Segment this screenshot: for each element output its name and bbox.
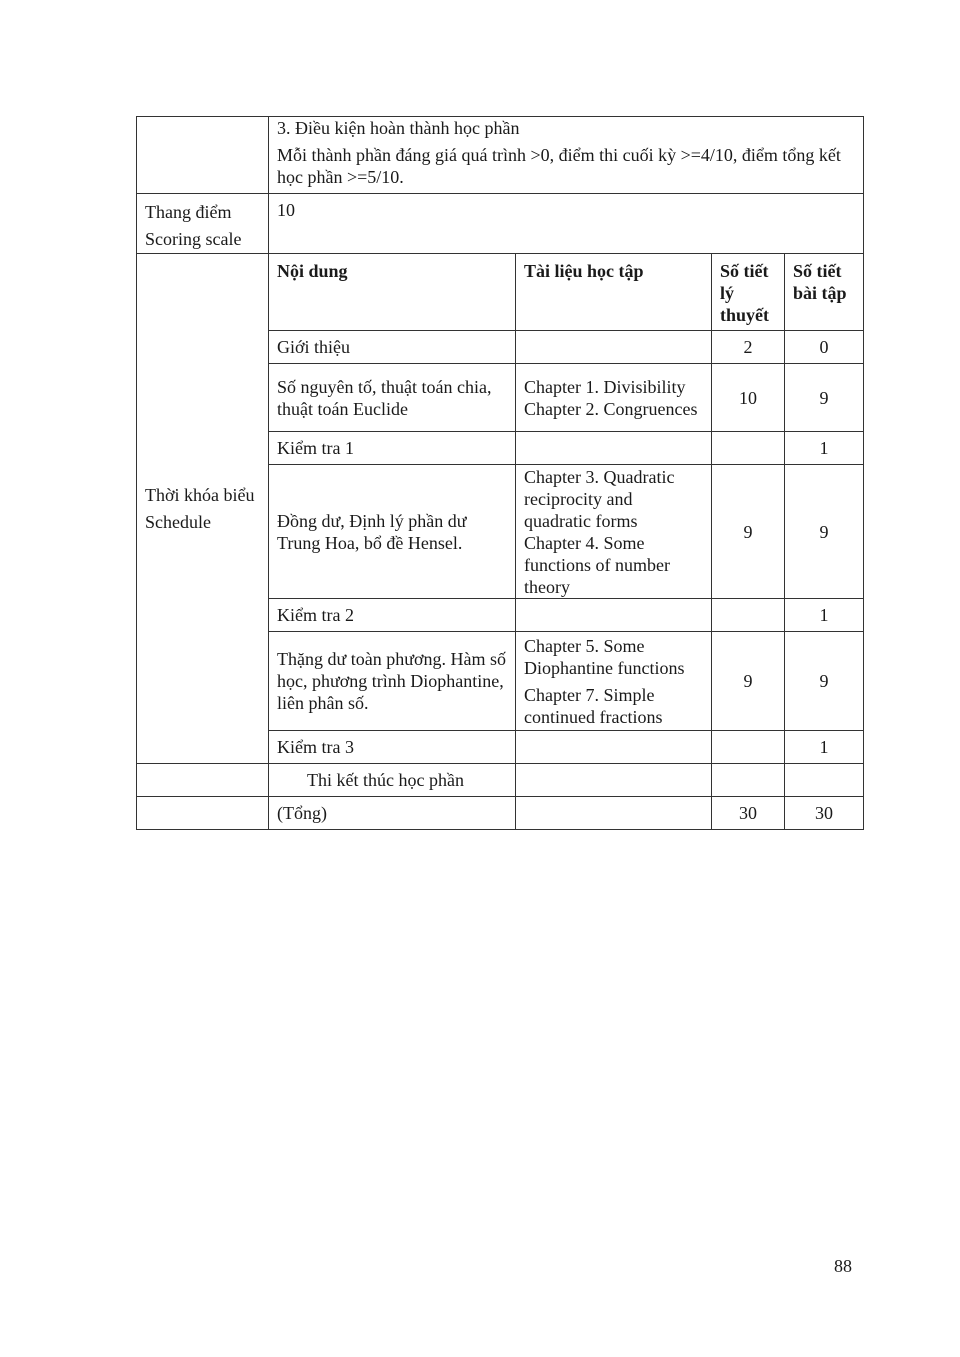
row-content: Số nguyên tố, thuật toán chia, thuật toán Euclide <box>269 364 516 432</box>
final-exam-theory <box>712 764 785 797</box>
row-materials <box>516 331 712 364</box>
total-label-cell <box>137 797 269 830</box>
row-exercise: 0 <box>785 331 864 364</box>
page-number: 88 <box>834 1256 852 1276</box>
header-theory: Số tiết lý thuyết <box>712 254 785 331</box>
material-item: Chapter 7. Simple continued fractions <box>524 684 663 727</box>
material-item: Chapter 1. Divisibility <box>524 376 686 397</box>
row-exercise: 1 <box>785 599 864 632</box>
header-exercise: Số tiết bài tập <box>785 254 864 331</box>
material-item: Chapter 5. Some Diophantine functions <box>524 635 685 678</box>
final-exam-content: Thi kết thúc học phần <box>269 764 516 797</box>
scoring-label-cell <box>137 194 269 254</box>
total-content: (Tổng) <box>269 797 516 830</box>
row-content: Thặng dư toàn phương. Hàm số học, phương trình Diophantine, liên phân số. <box>269 632 516 731</box>
row-content: Kiểm tra 1 <box>269 432 516 465</box>
row-materials <box>516 599 712 632</box>
row-theory <box>712 432 785 465</box>
row-exercise: 9 <box>785 465 864 599</box>
completion-row <box>137 117 864 194</box>
total-row <box>137 797 864 830</box>
row-theory: 9 <box>712 632 785 731</box>
row-theory: 9 <box>712 465 785 599</box>
schedule-header-row <box>137 254 864 331</box>
completion-label-cell <box>137 117 269 194</box>
completion-heading: 3. Điều kiện hoàn thành học phần <box>277 118 520 138</box>
header-content: Nội dung <box>269 254 516 331</box>
row-content: Đồng dư, Định lý phần dư Trung Hoa, bổ đề Hensel. <box>269 465 516 599</box>
row-materials <box>516 632 712 731</box>
material-item: Chapter 3. Quadratic reciprocity and quadratic forms <box>524 466 675 531</box>
scoring-value: 10 <box>269 194 864 254</box>
row-theory <box>712 731 785 764</box>
final-exam-row <box>137 764 864 797</box>
row-materials <box>516 465 712 599</box>
schedule-label-en: Schedule <box>145 512 211 532</box>
total-exercise: 30 <box>785 797 864 830</box>
row-exercise: 1 <box>785 432 864 465</box>
row-content: Kiểm tra 2 <box>269 599 516 632</box>
row-theory: 10 <box>712 364 785 432</box>
completion-cell <box>269 117 864 194</box>
schedule-label-vi: Thời khóa biểu <box>145 485 255 505</box>
final-exam-exercise <box>785 764 864 797</box>
row-content: Giới thiệu <box>269 331 516 364</box>
total-theory: 30 <box>712 797 785 830</box>
row-materials <box>516 731 712 764</box>
total-materials <box>516 797 712 830</box>
scoring-row <box>137 194 864 254</box>
row-theory: 2 <box>712 331 785 364</box>
material-item: Chapter 4. Some functions of number theory <box>524 532 670 597</box>
completion-text: Mỗi thành phần đáng giá quá trình >0, điểm thi cuối kỳ >=4/10, điểm tổng kết học phần >=5/10. <box>277 145 841 187</box>
row-theory <box>712 599 785 632</box>
header-materials: Tài liệu học tập <box>516 254 712 331</box>
scoring-label-en: Scoring scale <box>145 229 242 249</box>
row-materials <box>516 364 712 432</box>
row-exercise: 1 <box>785 731 864 764</box>
row-exercise: 9 <box>785 364 864 432</box>
scoring-label-vi: Thang điểm <box>145 202 232 222</box>
row-materials <box>516 432 712 465</box>
final-exam-label-cell <box>137 764 269 797</box>
row-exercise: 9 <box>785 632 864 731</box>
material-item: Chapter 2. Congruences <box>524 398 698 419</box>
course-table <box>136 116 864 830</box>
final-exam-materials <box>516 764 712 797</box>
schedule-label-cell <box>137 254 269 764</box>
row-content: Kiểm tra 3 <box>269 731 516 764</box>
